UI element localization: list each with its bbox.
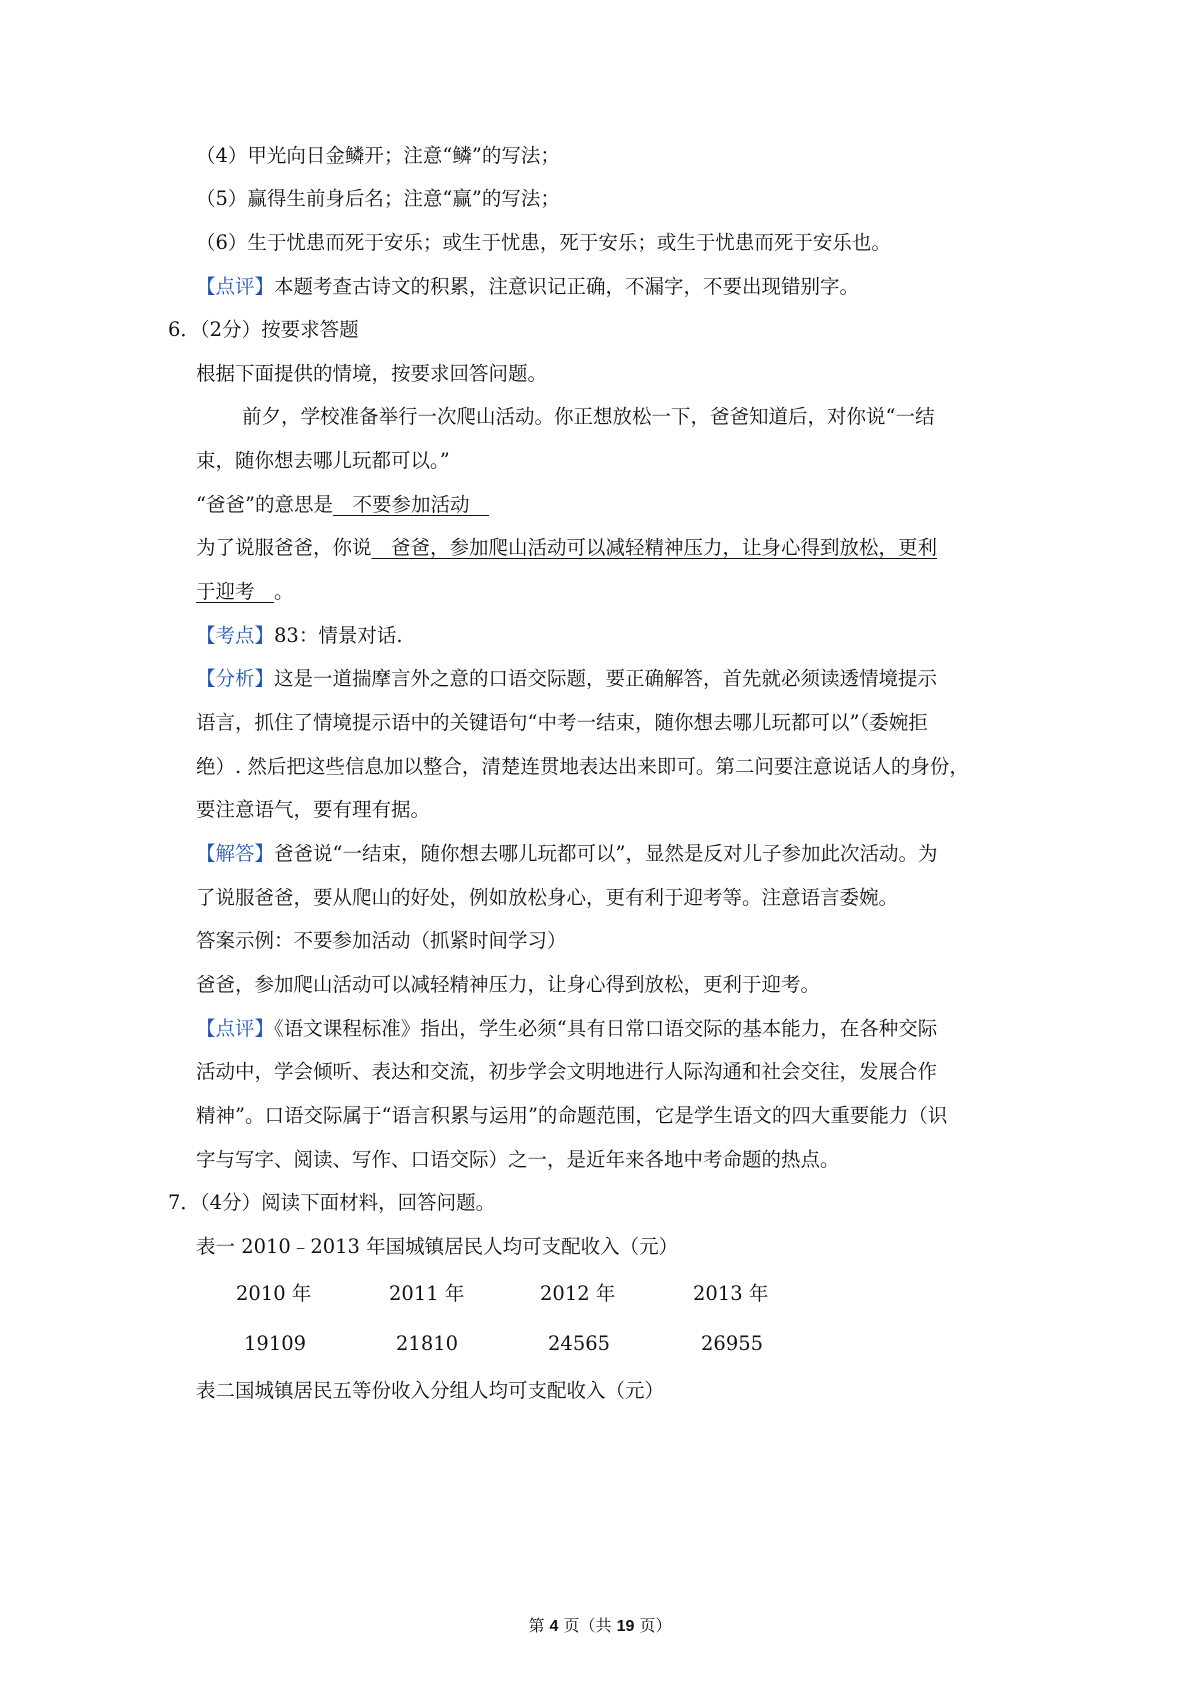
q5-item-4: （4）甲光向日金鳞开；注意“鳞”的写法；: [196, 144, 560, 167]
footer-total-pages: 19: [616, 1618, 635, 1635]
kaodian-text: 83：情景对话.: [274, 624, 403, 647]
comment-text: 本题考查古诗文的积累，注意识记正确，不漏字，不要出现错别字。: [274, 275, 860, 298]
persuade-answer-1: 爸爸，参加爬山活动可以减轻精神压力，让身心得到放松，更利: [371, 536, 938, 559]
q6-kaodian: [196, 622, 403, 650]
footer-prefix: 第: [528, 1616, 550, 1635]
table1-value-2012: 24565: [548, 1332, 611, 1355]
q6-instruction: 根据下面提供的情境，按要求回答问题。: [196, 362, 548, 385]
persuade-answer-2: 于迎考: [196, 580, 275, 603]
fenxi-text-1: 这是一道揣摩言外之意的口语交际题，要正确解答，首先就必须读透情境提示: [274, 667, 938, 690]
q6-heading: 6．（2分）按要求答题: [168, 318, 359, 341]
table1-title: 表一 2010﹣2013 年国城镇居民人均可支配收入（元）: [196, 1235, 679, 1258]
fenxi-tag: 【分析】: [196, 667, 275, 690]
q6-dianping-line-1: [196, 1015, 937, 1043]
q6-dianping-line-4: 字与写字、阅读、写作、口语交际）之一，是近年来各地中考命题的热点。: [196, 1148, 840, 1171]
persuade-end: 。: [274, 580, 294, 603]
jieda-text-1: 爸爸说“一结束，随你想去哪儿玩都可以”，显然是反对儿子参加此次活动。为: [274, 842, 938, 865]
q5-item-5: （5）赢得生前身后名；注意“赢”的写法；: [196, 187, 560, 210]
q6-fenxi-line-3: 绝）. 然后把这些信息加以整合，清楚连贯地表达出来即可。第二问要注意说话人的身份，: [196, 755, 969, 778]
q6-dianping-line-2: 活动中，学会倾听、表达和交流，初步学会文明地进行人际沟通和社会交往，发展合作: [196, 1060, 938, 1083]
q6-jieda-line-1: [196, 840, 937, 868]
q6-meaning: [196, 491, 489, 519]
comment-tag: 【点评】: [196, 275, 275, 298]
q6-persuade-line-1: [196, 534, 937, 562]
kaodian-tag: 【考点】: [196, 624, 275, 647]
q6-fenxi-line-1: [196, 665, 937, 693]
q6-jieda-line-2: 了说服爸爸，要从爬山的好处，例如放松身心，更有利于迎考等。注意语言委婉。: [196, 886, 899, 909]
table1-year-2010: 2010 年: [236, 1282, 312, 1305]
meaning-answer: 不要参加活动: [332, 493, 489, 516]
footer-suffix: 页）: [634, 1616, 672, 1635]
q6-jieda-line-3: 答案示例：不要参加活动（抓紧时间学习）: [196, 929, 567, 952]
q6-fenxi-line-2: 语言，抓住了情境提示语中的关键语句“中考一结束，随你想去哪儿玩都可以”（委婉拒: [196, 711, 928, 734]
q6-scenario-line-1: 前夕，学校准备举行一次爬山活动。你正想放松一下，爸爸知道后，对你说“一结: [242, 405, 935, 428]
q5-comment: [196, 273, 859, 301]
jieda-tag: 【解答】: [196, 842, 275, 865]
q6-persuade-line-2: [196, 578, 294, 606]
table2-title: 表二国城镇居民五等份收入分组人均可支配收入（元）: [196, 1379, 665, 1402]
q5-item-6: （6）生于忧患而死于安乐；或生于忧患，死于安乐；或生于忧患而死于安乐也。: [196, 231, 891, 254]
table1-year-2011: 2011 年: [389, 1282, 465, 1305]
dianping-tag: 【点评】: [196, 1017, 275, 1040]
table1-value-2010: 19109: [244, 1332, 307, 1355]
dianping-text-1: 《语文课程标准》指出，学生必须“具有日常口语交际的基本能力，在各种交际: [274, 1017, 938, 1040]
footer-page-number: 4: [549, 1618, 559, 1635]
table1-year-2012: 2012 年: [540, 1282, 616, 1305]
q6-dianping-line-3: 精神”。口语交际属于“语言积累与运用”的命题范围，它是学生语文的四大重要能力（识: [196, 1104, 948, 1127]
q6-jieda-line-4: 爸爸，参加爬山活动可以减轻精神压力，让身心得到放松，更利于迎考。: [196, 973, 821, 996]
table1-value-2013: 26955: [701, 1332, 764, 1355]
footer-middle: 页（共: [558, 1616, 617, 1635]
meaning-prefix: “爸爸”的意思是: [196, 493, 333, 516]
table1-value-2011: 21810: [396, 1332, 459, 1355]
q7-heading: 7．（4分）阅读下面材料，回答问题。: [168, 1191, 496, 1214]
persuade-prefix: 为了说服爸爸，你说: [196, 536, 372, 559]
table1-year-2013: 2013 年: [693, 1282, 769, 1305]
q6-fenxi-line-4: 要注意语气，要有理有据。: [196, 798, 431, 821]
page-footer: [0, 1615, 1200, 1638]
q6-scenario-line-2: 束，随你想去哪儿玩都可以。”: [196, 449, 450, 472]
